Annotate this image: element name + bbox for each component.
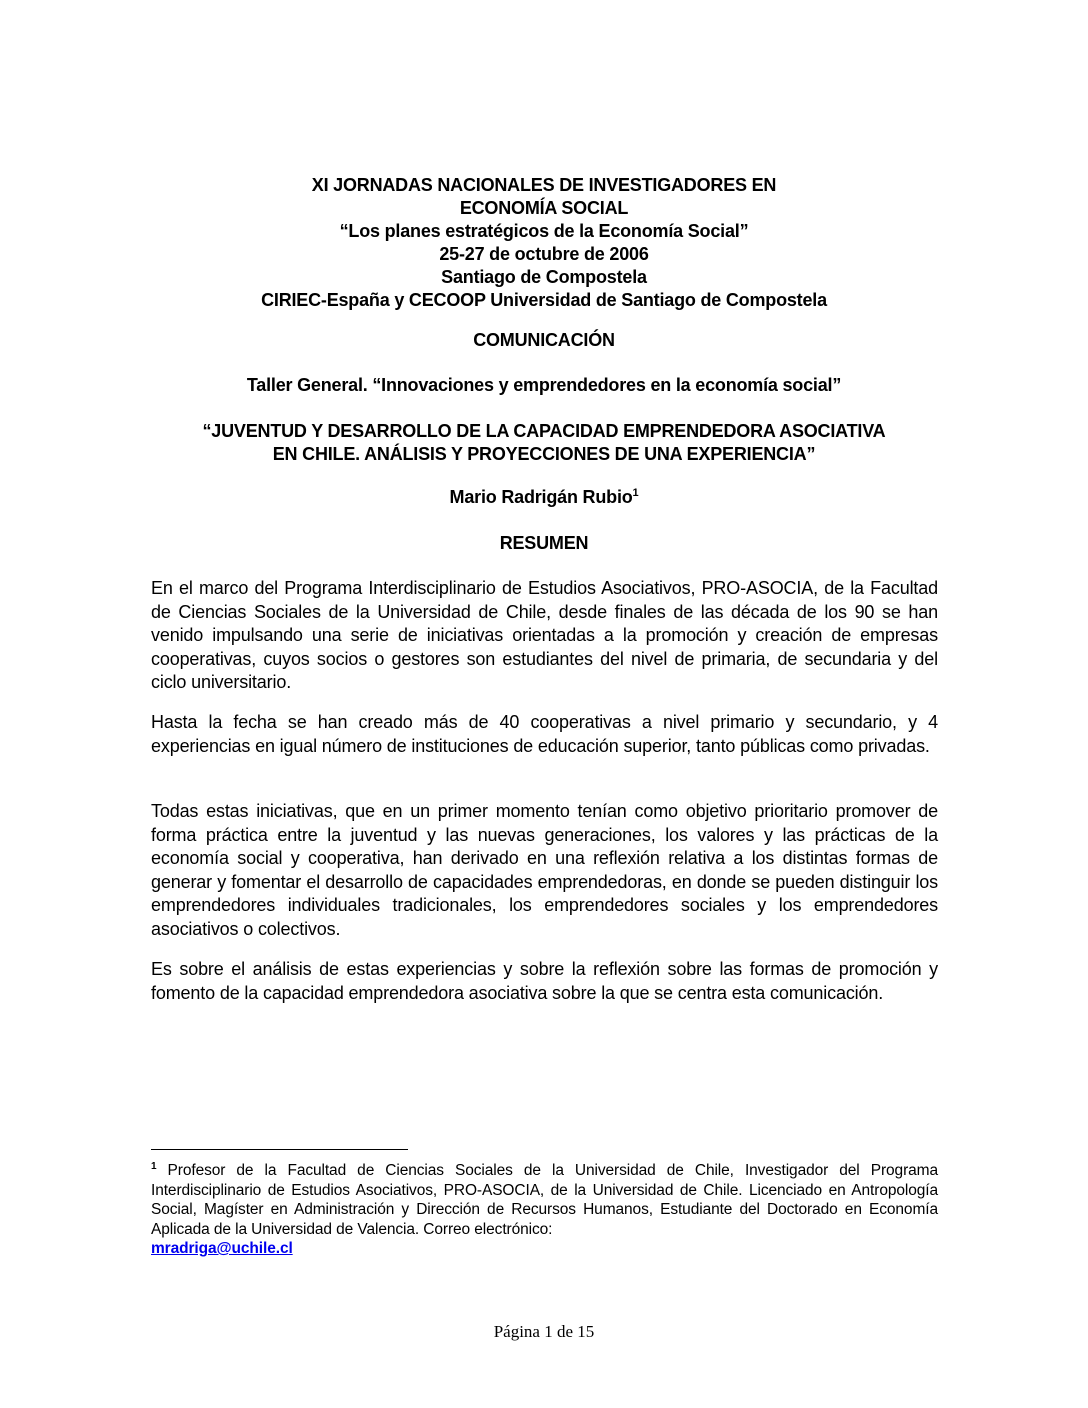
section-label: COMUNICACIÓN <box>473 330 615 350</box>
author <box>0 486 1088 509</box>
header-line: XI JORNADAS NACIONALES DE INVESTIGADORES EN <box>311 175 777 195</box>
paper-title-line: “JUVENTUD Y DESARROLLO DE LA CAPACIDAD EMPRENDEDORA ASOCIATIVA <box>202 421 886 441</box>
abstract-paragraph <box>151 800 938 941</box>
abstract-paragraph <box>151 577 938 695</box>
footnote <box>151 1161 938 1259</box>
footnote-mark: 1 <box>151 1160 157 1172</box>
paragraph-text: Hasta la fecha se han creado más de 40 cooperativas a nivel primario y secundario, y 4 experiencias en igual número de instituciones de educación superior, tanto públicas como privadas. <box>151 712 938 756</box>
header-line: 25-27 de octubre de 2006 <box>439 244 649 264</box>
abstract-paragraph <box>151 958 938 1005</box>
paragraph-text: Es sobre el análisis de estas experiencias y sobre la reflexión sobre las formas de promoción y fomento de la capacidad emprendedora asociativa sobre la que se centra esta comunicación. <box>151 959 938 1003</box>
abstract-paragraph <box>151 711 938 758</box>
footnote-reference[interactable]: 1 <box>632 487 639 499</box>
header-line: ECONOMÍA SOCIAL <box>459 198 629 218</box>
header-line: “Los planes estratégicos de la Economía Social” <box>339 221 749 241</box>
paper-title-line: EN CHILE. ANÁLISIS Y PROYECCIONES DE UNA EXPERIENCIA” <box>272 444 816 464</box>
abstract-heading: RESUMEN <box>499 533 589 553</box>
conference-header <box>0 174 1088 312</box>
footnote-text: Profesor de la Facultad de Ciencias Sociales de la Universidad de Chile, Investigador del Programa Interdisciplinario de Estudios Asociativos, PRO-ASOCIA, de la Universidad de Chile. Licenciado en Antropología Social, Magíster en Administración y Dirección de Recursos Humanos, Estudiante del Doctorado en Economía Aplicada de la Universidad de Valencia. Correo electrónico: <box>151 1162 938 1238</box>
paragraph-text: Todas estas iniciativas, que en un primer momento tenían como objetivo prioritario promover de forma práctica entre la juventud y las nuevas generaciones, los valores y las prácticas de la economía social y cooperativa, han derivado en una reflexión relativa a los distintas formas de generar y fomentar el desarrollo de capacidades emprendedoras, en donde se pueden distinguir los emprendedores individuales tradicionales, los emprendedores sociales y los emprendedores asociativos o colectivos. <box>151 801 938 939</box>
workshop-label: Taller General. “Innovaciones y emprendedores en la economía social” <box>246 375 842 395</box>
page-number: Página 1 de 15 <box>493 1322 595 1341</box>
paragraph-text: En el marco del Programa Interdisciplinario de Estudios Asociativos, PRO-ASOCIA, de la Facultad de Ciencias Sociales de la Universidad de Chile, desde finales de las década de los 90 se han venido impulsando una serie de iniciativas orientadas a la promoción y creación de empresas cooperativas, cuyos socios o gestores son estudiantes del nivel de primaria, de secundaria y del ciclo universitario. <box>151 578 938 692</box>
author-name: Mario Radrigán Rubio <box>449 487 633 507</box>
header-line: CIRIEC-España y CECOOP Universidad de Santiago de Compostela <box>261 290 827 310</box>
header-line: Santiago de Compostela <box>441 267 647 287</box>
email-link[interactable]: mradriga@uchile.cl <box>151 1240 293 1257</box>
paper-title <box>0 420 1088 466</box>
footnote-separator <box>151 1149 408 1150</box>
